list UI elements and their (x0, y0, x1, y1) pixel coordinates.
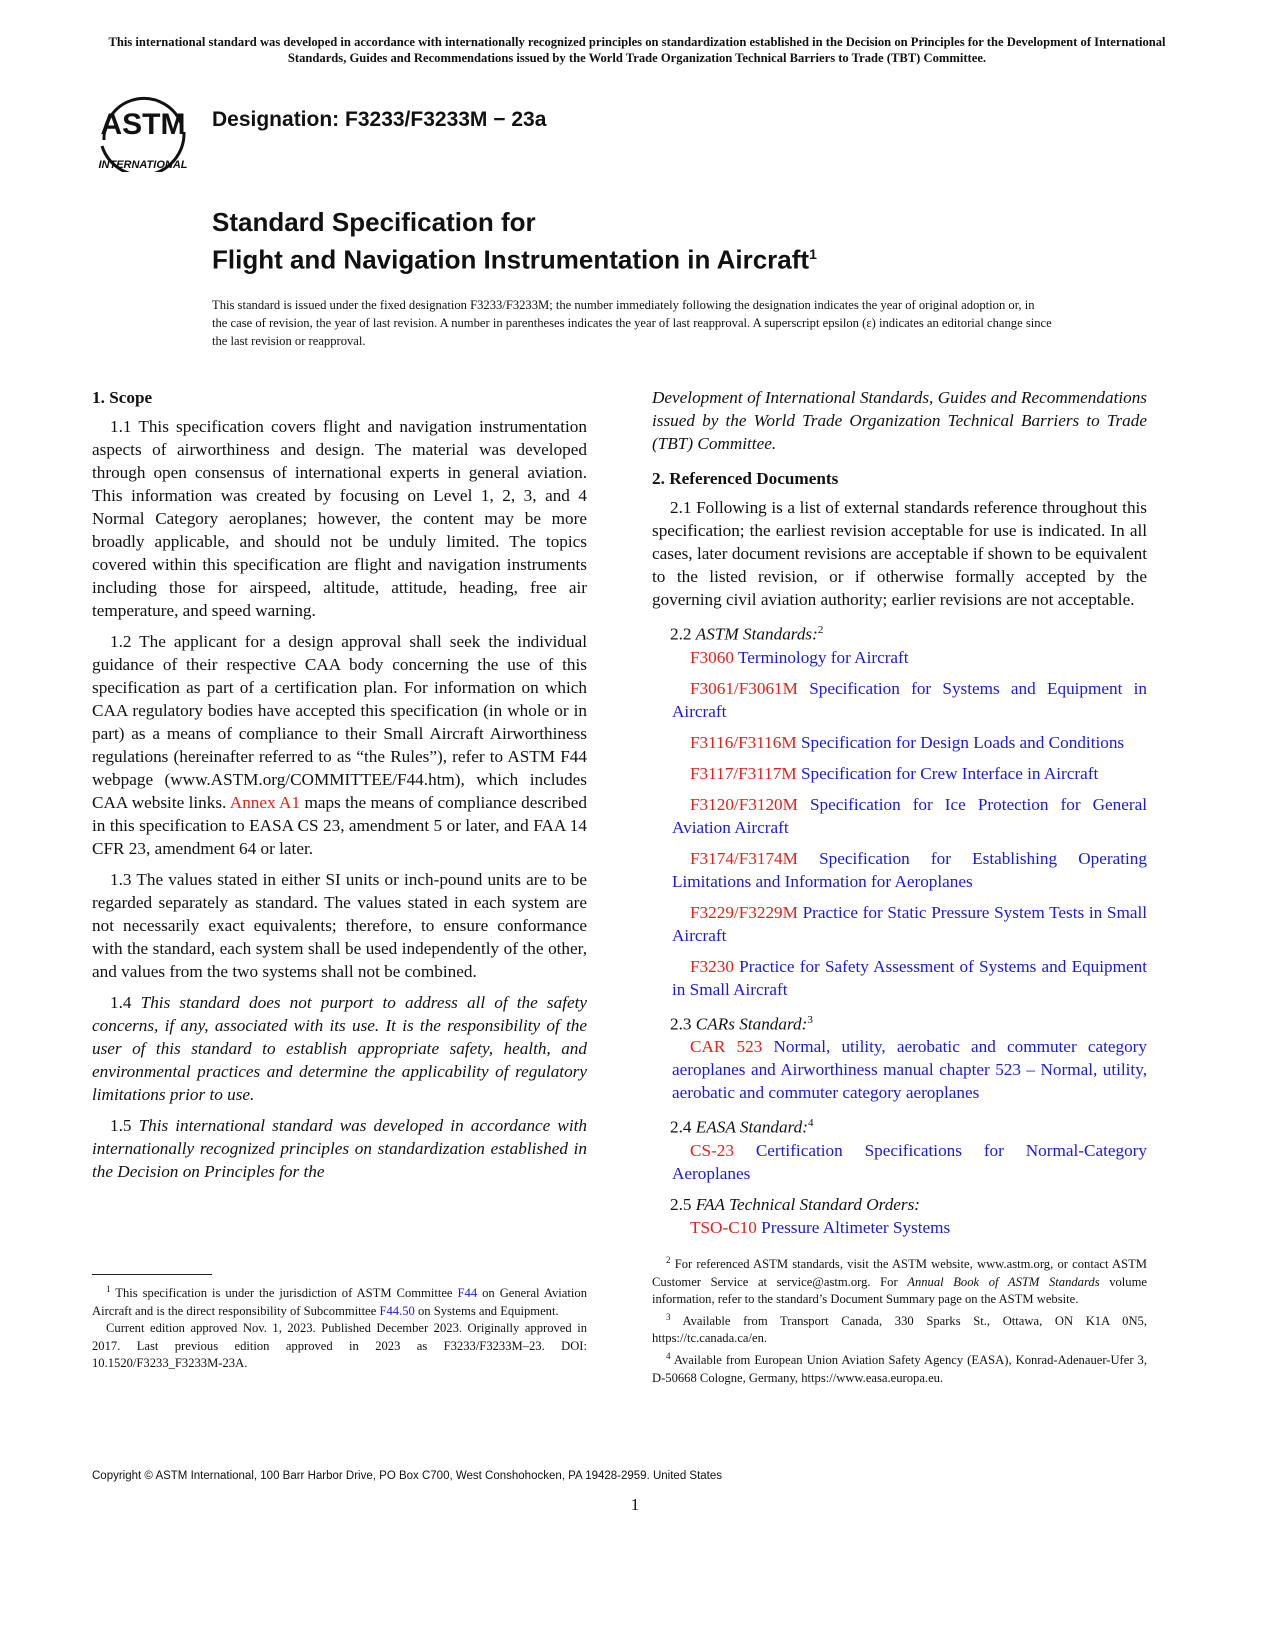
reference-title-link[interactable]: Pressure Altimeter Systems (761, 1218, 951, 1238)
right-column (652, 386, 1147, 1247)
reference-item (652, 731, 1147, 754)
scope-1-3: 1.3 The values stated in either SI units or inch-pound units are to be regarded separately as standard. The values stated in each system are not necessarily exact equivalents; therefore, to ensure conformance with the standard, each system shall be used independently of the other, and values from the two systems shall not be combined. (92, 870, 587, 981)
scope-1-2: 1.2 The applicant for a design approval shall seek the individual guidance of their respective CAA body concerning the use of this specification as part of a certification plan. For information on which CAA regulatory bodies have accepted this specification (in whole or in part) as a means of compliance to their Small Aircraft Airworthiness regulations (hereinafter referred to as “the Rules”), refer to ASTM F44 webpage (www.ASTM.org/COMMITTEE/F44.htm), which includes CAA website links. Annex A1 maps the means of compliance described in this specification to EASA CS 23, amendment 5 or later, and FAA 14 CFR 23, amendment 64 or later. (92, 632, 587, 858)
reference-code-link[interactable]: CAR 523 (690, 1037, 763, 1057)
logo-letters: ASTM (100, 108, 186, 141)
reference-title-link[interactable]: Specification for Design Loads and Conditions (800, 732, 1125, 752)
faa-tso-heading: 2.5 FAA Technical Standard Orders: (670, 1195, 921, 1215)
reference-item (652, 646, 1147, 669)
reference-item (652, 901, 1147, 947)
issuance-note: This standard is issued under the fixed designation F3233/F3233M; the number immediately following the designation indicates the year of original adoption or, in the case of revision, the year of last revision. A number in parentheses indicates the year of last reapproval. A superscript epsilon (ε) indicates an editorial change since the last revision or reapproval. (212, 298, 1052, 348)
reference-code-link[interactable]: TSO-C10 (690, 1218, 757, 1238)
title-footnote-mark: 1 (809, 246, 817, 262)
cars-standard-heading: 2.3 CARs Standard:$^3$ (670, 1013, 813, 1034)
footnote-2: $^2$ For referenced ASTM standards, visit the ASTM website, www.astm.org, or contact ASTM Customer Service at service@astm.org. For Annual Book of ASTM Standards volume information, refer to the standard’s Document Summary page on the ASTM website. (652, 1255, 1148, 1307)
reference-title-link[interactable]: Terminology for Aircraft (737, 647, 909, 667)
scope-heading: 1. Scope (92, 388, 153, 407)
scope-1-5: 1.5 This international standard was developed in accordance with internationally recognized principles on standardization established in the Decision on Principles for the (92, 1116, 587, 1181)
reference-title-link[interactable]: Specification for Ice Protection for General Aviation Aircraft (672, 794, 1147, 837)
reference-title-link[interactable]: Normal, utility, aerobatic and commuter category aeroplanes and Airworthiness manual chapter 523 – Normal, utility, aerobatic and commuter category aeroplanes (672, 1037, 1147, 1103)
reference-title-link[interactable]: Specification for Crew Interface in Aircraft (800, 763, 1099, 783)
footnote-1-edition: Current edition approved Nov. 1, 2023. Published December 2023. Originally approved in 2017. Last previous edition approved in 2023 as F3233/F3233M–23. DOI: 10.1520/F3233_F3233M-23A. (92, 1321, 587, 1371)
top-notice: This international standard was developed in accordance with internationally recognized principles on standardization established in the Decision on Principles for the Development of International Standards, Guides and Recommendations issued by the World Trade Organization Technical Barriers to Trade (TBT) Committee. (108, 35, 1166, 65)
faa-tso-list (652, 1216, 1147, 1239)
reference-code-link[interactable]: F3061/F3061M (690, 678, 798, 698)
astm-standards-list (652, 646, 1147, 1001)
reference-item (652, 677, 1147, 723)
left-column (92, 386, 587, 1191)
scope-1-1: 1.1 This specification covers flight and navigation instrumentation aspects of airworthiness and design. The material was developed through open consensus of international experts in general aviation. This information was created by focusing on Level 1, 2, 3, and 4 Normal Category aeroplanes; however, the content may be more broadly applicable, and should not be unduly limited. The topics covered within this specification are flight and navigation instruments including those for airspeed, altitude, attitude, heading, free air temperature, and speed warning. (92, 417, 587, 620)
reference-title-link[interactable]: Practice for Static Pressure System Tests in Small Aircraft (672, 902, 1148, 945)
page-number: 1 (630, 1495, 640, 1514)
cars-standards-list (652, 1035, 1147, 1104)
footnote-rule (92, 1274, 212, 1275)
annex-a1-link[interactable]: Annex A1 (229, 793, 301, 812)
reference-title-link[interactable]: Certification Specifications for Normal-Category Aeroplanes (672, 1141, 1147, 1184)
astm-standards-heading: 2.2 ASTM Standards:$^2$ (670, 624, 824, 644)
copyright-line: Copyright © ASTM International, 100 Barr Harbor Drive, PO Box C700, West Conshohocken, PA 19428-2959. United States (92, 1470, 723, 1482)
reference-code-link[interactable]: F3120/F3120M (690, 794, 798, 814)
easa-standards-list (652, 1139, 1147, 1185)
reference-code-link[interactable]: F3117/F3117M (690, 763, 797, 783)
designation: Designation: F3233/F3233M − 23a (212, 108, 547, 131)
reference-title-link[interactable]: Specification for Systems and Equipment in Aircraft (672, 678, 1148, 721)
document-title (212, 206, 817, 276)
reference-item (652, 1035, 1147, 1104)
reference-item (652, 1139, 1147, 1185)
reference-title-link[interactable]: Specification for Establishing Operating Limitations and Information for Aeroplanes (672, 848, 1147, 891)
reference-item (652, 1216, 1147, 1239)
astm-logo (90, 86, 196, 172)
reference-item (652, 762, 1147, 785)
reference-item (652, 955, 1147, 1001)
scope-1-5-continued: Development of International Standards, Guides and Recommendations issued by the World Trade Organization Technical Barriers to Trade (TBT) Committee. (652, 388, 1147, 453)
right-footnotes (652, 1252, 1147, 1387)
scope-1-4: 1.4 This standard does not purport to address all of the safety concerns, if any, associated with its use. It is the responsibility of the user of this standard to establish appropriate safety, health, and environmental practices and determine the applicability of regulatory limitations prior to use. (92, 993, 588, 1104)
title-line-1: Standard Specification for (212, 207, 536, 237)
title-line-2: Flight and Navigation Instrumentation in Aircraft$^1$ (212, 244, 817, 275)
referenced-2-1: 2.1 Following is a list of external standards reference throughout this specification; the earliest revision acceptable for use is indicated. In all cases, later document revisions are acceptable if shown to be equivalent to the listed revision, or if otherwise formally accepted by the governing civil aviation authority; earlier revisions are not acceptable. (652, 498, 1147, 609)
reference-code-link[interactable]: F3060 (690, 647, 734, 667)
reference-code-link[interactable]: F3116/F3116M (690, 732, 797, 752)
reference-item (652, 793, 1147, 839)
reference-item (652, 847, 1147, 893)
reference-code-link[interactable]: CS-23 (690, 1141, 734, 1161)
reference-code-link[interactable]: F3230 (690, 956, 734, 976)
reference-code-link[interactable]: F3229/F3229M (690, 902, 798, 922)
f44-50-link[interactable]: F44.50 (379, 1303, 415, 1318)
reference-title-link[interactable]: Practice for Safety Assessment of Systems and Equipment in Small Aircraft (672, 956, 1148, 999)
footnote-1: $^1$ This specification is under the jurisdiction of ASTM Committee F44 on General Aviation Aircraft and is the direct responsibility of Subcommittee F44.50 on Systems and Equipment. (92, 1284, 587, 1318)
logo-text: INTERNATIONAL (98, 159, 188, 171)
f44-link[interactable]: F44 (457, 1286, 478, 1301)
footnote-3: $^3$ Available from Transport Canada, 330 Sparks St., Ottawa, ON K1A 0N5, https://tc.canada.ca/en. (652, 1311, 1147, 1346)
footnote-4: $^4$ Available from European Union Aviation Safety Agency (EASA), Konrad-Adenauer-Ufer 3, D-50668 Cologne, Germany, https://www.easa.europa.eu. (652, 1350, 1147, 1385)
left-footnotes (92, 1274, 587, 1373)
easa-standard-heading: 2.4 EASA Standard:$^4$ (670, 1117, 814, 1138)
reference-code-link[interactable]: F3174/F3174M (690, 848, 798, 868)
referenced-heading: 2. Referenced Documents (652, 469, 839, 488)
